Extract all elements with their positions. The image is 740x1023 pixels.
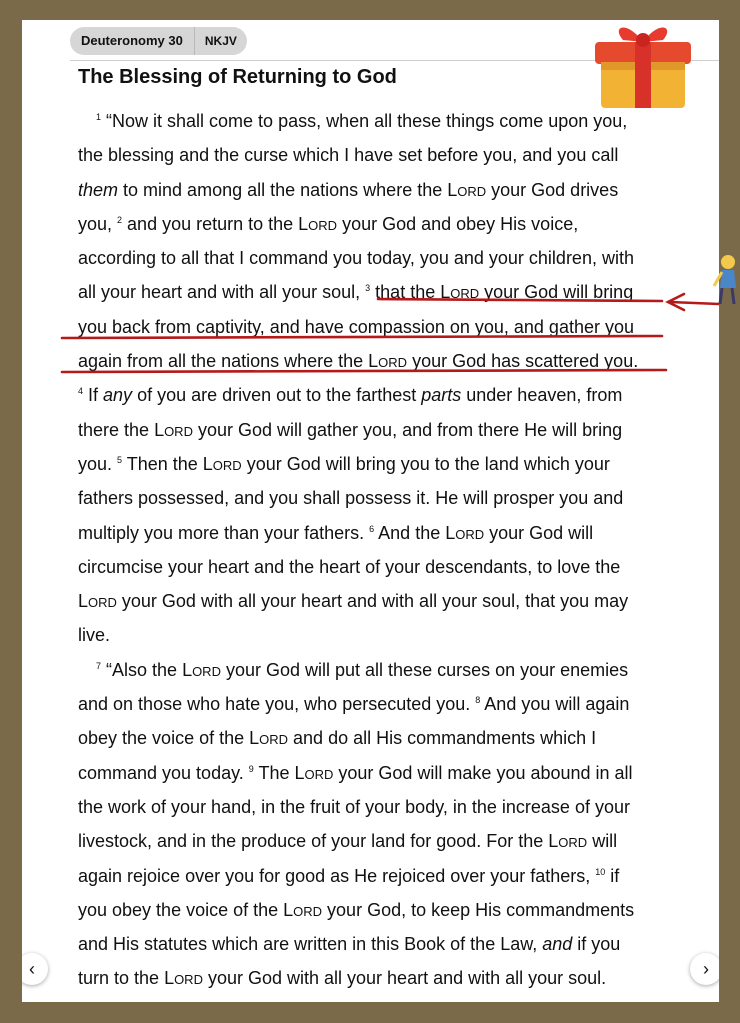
- passage-text: [78, 104, 668, 996]
- italic-word: them: [78, 179, 119, 200]
- verse-number: 8: [475, 695, 481, 706]
- verse-number: 7: [96, 660, 102, 671]
- chevron-right-icon: ›: [703, 958, 709, 979]
- reference-selector[interactable]: [70, 27, 247, 55]
- italic-word: any: [103, 385, 133, 406]
- verse-number: 4: [78, 386, 84, 397]
- gift-emoji-icon: [587, 20, 699, 112]
- verse-number: 9: [248, 763, 254, 774]
- italic-word: parts: [421, 385, 462, 406]
- verse-number: 2: [117, 214, 123, 225]
- section-title: The Blessing of Returning to God: [78, 66, 397, 88]
- verse-number: 10: [595, 866, 606, 877]
- reader-page: [22, 20, 719, 1002]
- verse-number: 5: [117, 454, 123, 465]
- person-emoji-icon: [712, 252, 740, 308]
- italic-word: and: [542, 934, 573, 955]
- paragraph: $^1$ “Now it shall come to pass, when all these things come upon you, the blessing and the curse which I have set before you, and you call them to mind among all the nations where the Lord your God drives you, $^2$ and you return to the Lord your God and obey His voice, according to all that I command you today, you and your children, with all your heart and with all your soul, $^3$ that the Lord your God will bring you back from captivity, and have compassion on you, and gather you again from all the nations where the Lord your God has scattered you. $^4$ If any of you are driven out to the farthest parts under heaven, from there the Lord your God will gather you, and from there He will bring you. $^5$ Then the Lord your God will bring you to the land which your fathers possessed, and you shall possess it. He will prosper you and multiply you more than your fathers. $^6$ And the Lord your God will circumcise your heart and the heart of your descendants, to love the Lord your God with all your heart and with all your soul, that you may live.: [78, 111, 639, 646]
- verse-number: 3: [365, 283, 371, 294]
- translation-button[interactable]: NKJV: [194, 27, 247, 55]
- previous-chapter-button[interactable]: [22, 953, 48, 985]
- arrowhead: [668, 294, 684, 310]
- next-chapter-button[interactable]: [690, 953, 719, 985]
- paragraph: $^7$ “Also the Lord your God will put all these curses on your enemies and on those who hate you, who persecuted you. $^8$ And you will again obey the voice of the Lord and do all His commandments which I command you today. $^9$ The Lord your God will make you abound in all the work of your hand, in the fruit of your body, in the increase of your livestock, and in the produce of your land for good. For the Lord will again rejoice over you for good as He rejoiced over your fathers, $^{10}$ if you obey the voice of the Lord your God, to keep His commandments and His statutes which are written in this Book of the Law, and if you turn to the Lord your God with all your heart and with all your soul.: [78, 659, 635, 989]
- verse-number: 1: [96, 112, 102, 122]
- book-chapter-button[interactable]: Deuteronomy 30: [70, 27, 194, 55]
- verse-number: 6: [369, 523, 375, 534]
- chevron-left-icon: ‹: [29, 958, 35, 979]
